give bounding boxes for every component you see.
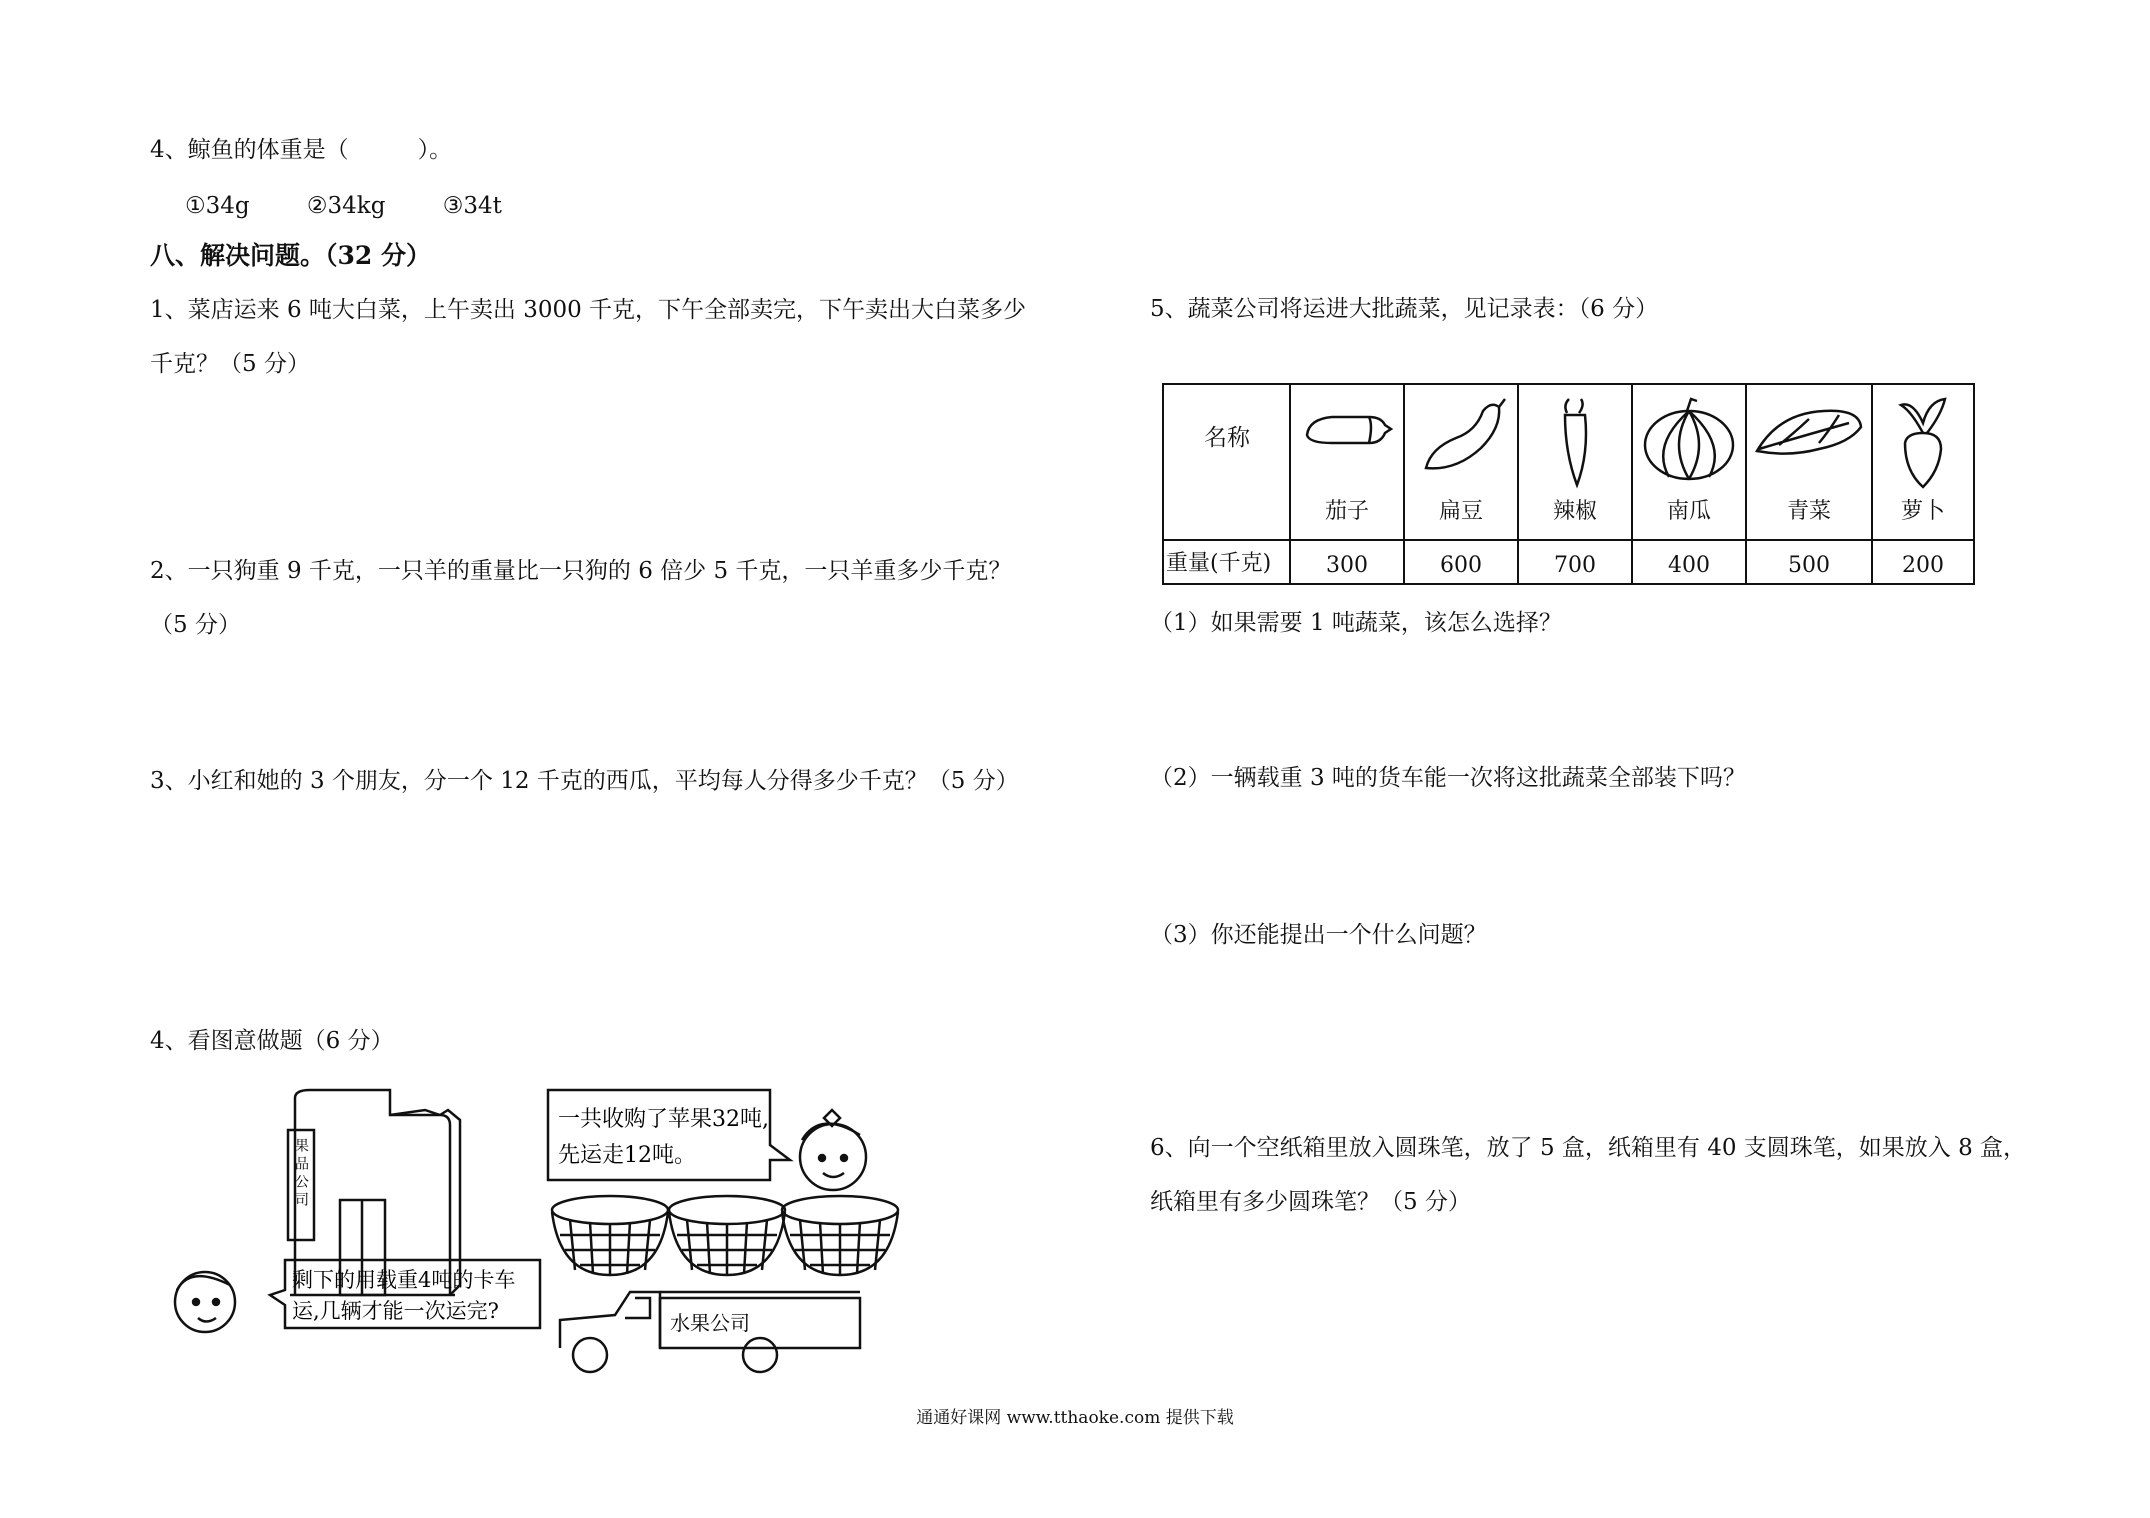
veg-name-greens: 青菜 xyxy=(1786,499,1831,524)
girl-face xyxy=(800,1110,866,1190)
boy-speech-line-1: 剩下的用载重4吨的卡车 xyxy=(292,1268,516,1292)
truck-label: 水果公司 xyxy=(670,1311,750,1335)
girl-speech-line-2: 先运走12吨。 xyxy=(558,1143,696,1168)
weight-pepper: 700 xyxy=(1554,553,1596,578)
girl-speech-line-1: 一共收购了苹果32吨, xyxy=(558,1107,769,1132)
option-3: ③34t xyxy=(442,193,502,219)
question-1: 1、菜店运来 6 吨大白菜，上午卖出 3000 千克，下午全部卖完，下午卖出大白菜多少千克？（5 分） xyxy=(150,297,1027,377)
question-5-sub-2: （2）一辆载重 3 吨的货车能一次将这批蔬菜全部装下吗？ xyxy=(1150,765,1746,791)
veg-cell-pumpkin xyxy=(1631,385,1745,539)
table-row-weights xyxy=(1164,539,1973,583)
question-5: 5、蔬菜公司将运进大批蔬菜，见记录表：（6 分） xyxy=(1150,296,1659,322)
apple-baskets xyxy=(552,1196,898,1275)
building-drawing xyxy=(288,1090,460,1295)
option-1: ①34g xyxy=(185,193,250,219)
radish-icon xyxy=(1873,393,1973,493)
footer-text: 通通好课网 www.tthaoke.com 提供下载 xyxy=(916,1408,1234,1428)
bean-icon xyxy=(1405,393,1517,493)
question-5-sub-3: （3）你还能提出一个什么问题？ xyxy=(1150,922,1487,948)
weight-cell-pumpkin xyxy=(1631,539,1745,583)
options-row xyxy=(185,195,552,218)
weight-cell-greens xyxy=(1745,539,1871,583)
veg-cell-pepper xyxy=(1517,385,1631,539)
veg-cell-eggplant xyxy=(1289,385,1403,539)
question-whale-weight: 4、鲸鱼的体重是（ ）。 xyxy=(150,137,453,163)
weight-header: 重量(千克) xyxy=(1166,551,1272,576)
weight-eggplant: 300 xyxy=(1326,553,1368,578)
greens-icon xyxy=(1747,393,1871,493)
weight-bean: 600 xyxy=(1440,553,1482,578)
weight-greens: 500 xyxy=(1788,553,1830,578)
weight-cell-bean xyxy=(1403,539,1517,583)
question-6: 6、向一个空纸箱里放入圆珠笔，放了 5 盒，纸箱里有 40 支圆珠笔，如果放入 8 盒，纸箱里有多少圆珠笔？（5 分） xyxy=(1150,1135,2027,1215)
veg-name-eggplant: 茄子 xyxy=(1324,499,1369,524)
vegetable-table xyxy=(1162,383,1975,585)
veg-name-bean: 扁豆 xyxy=(1438,499,1483,524)
question-3: 3、小红和她的 3 个朋友，分一个 12 千克的西瓜，平均每人分得多少千克？（5 分） xyxy=(150,768,1019,794)
weight-cell-pepper xyxy=(1517,539,1631,583)
weight-radish: 200 xyxy=(1902,553,1944,578)
option-2: ②34kg xyxy=(306,193,386,219)
question-4: 4、看图意做题（6 分） xyxy=(150,1028,394,1054)
pepper-icon xyxy=(1519,393,1631,493)
veg-name-radish: 萝卜 xyxy=(1900,499,1945,524)
veg-cell-greens xyxy=(1745,385,1871,539)
building-sign-text: 果品公司 xyxy=(293,1138,309,1210)
question-2: 2、一只狗重 9 千克，一只羊的重量比一只狗的 6 倍少 5 千克，一只羊重多少千克？（5 分） xyxy=(150,558,1012,638)
section-heading: 八、解决问题。（32 分） xyxy=(150,241,431,270)
question-5-sub-1: （1）如果需要 1 吨蔬菜，该怎么选择？ xyxy=(1150,610,1562,636)
table-row-names xyxy=(1164,385,1973,541)
pumpkin-icon xyxy=(1633,393,1745,493)
veg-cell-radish xyxy=(1871,385,1973,539)
veg-name-pepper: 辣椒 xyxy=(1552,499,1597,524)
veg-cell-bean xyxy=(1403,385,1517,539)
weight-cell-radish xyxy=(1871,539,1973,583)
weight-pumpkin: 400 xyxy=(1668,553,1710,578)
eggplant-icon xyxy=(1291,393,1403,493)
veg-name-pumpkin: 南瓜 xyxy=(1666,499,1711,524)
boy-face xyxy=(175,1272,235,1332)
weight-cell-eggplant xyxy=(1289,539,1403,583)
q4-illustration xyxy=(160,1080,900,1380)
name-header: 名称 xyxy=(1204,425,1250,451)
boy-speech-line-2: 运,几辆才能一次运完? xyxy=(292,1299,499,1323)
